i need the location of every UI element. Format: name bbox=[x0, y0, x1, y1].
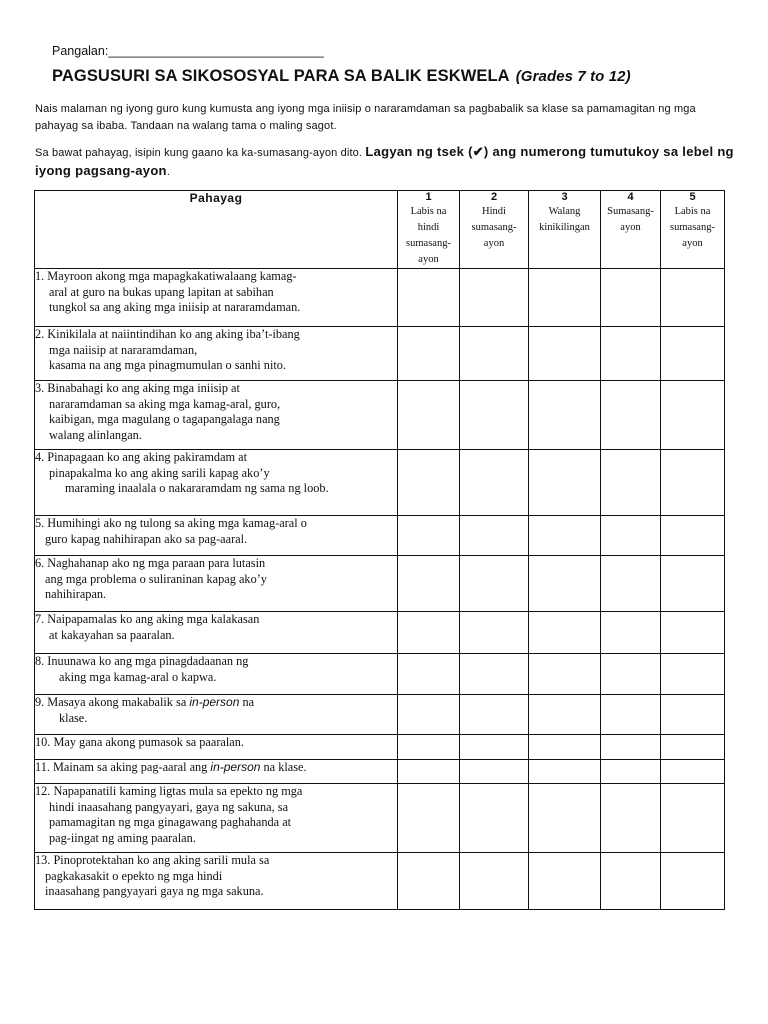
rating-cell-7-2[interactable] bbox=[460, 612, 529, 654]
table-row bbox=[35, 327, 725, 381]
rating-cell-5-5[interactable] bbox=[661, 516, 725, 556]
rating-cell-6-4[interactable] bbox=[601, 556, 661, 612]
statement-10: 10. May gana akong pumasok sa paaralan. bbox=[35, 735, 398, 760]
rating-cell-4-4[interactable] bbox=[601, 450, 661, 516]
table-row bbox=[35, 516, 725, 556]
rating-cell-13-2[interactable] bbox=[460, 853, 529, 910]
intro-paragraph: Nais malaman ng iyong guro kung kumusta ang iyong mga iniisip o nararamdaman sa pagbabalik sa klase sa pamamagitan ng mga pahayag sa ibaba. Tandaan na walang tama o maling sagot. bbox=[35, 103, 696, 132]
rating-cell-10-3[interactable] bbox=[529, 735, 601, 760]
name-field[interactable] bbox=[52, 44, 324, 58]
rating-cell-3-4[interactable] bbox=[601, 381, 661, 450]
rating-cell-11-1[interactable] bbox=[398, 760, 460, 784]
instructions-bold: Lagyan ng tsek (✔) ang numerong tumutukoy sa lebel ng iyong pagsang-ayon bbox=[35, 144, 734, 178]
table-row bbox=[35, 853, 725, 910]
statement-6: 6. Naghahanap ako ng mga paraan para lutasin ang mga problema o suliraninan kapag ako’y nahihirapan. bbox=[35, 556, 398, 612]
table-row bbox=[35, 381, 725, 450]
table-row bbox=[35, 269, 725, 327]
rating-cell-12-5[interactable] bbox=[661, 784, 725, 853]
rating-cell-10-4[interactable] bbox=[601, 735, 661, 760]
grades-label: (Grades 7 to 12) bbox=[515, 68, 631, 85]
rating-cell-8-2[interactable] bbox=[460, 654, 529, 695]
rating-cell-3-5[interactable] bbox=[661, 381, 725, 450]
rating-cell-12-4[interactable] bbox=[601, 784, 661, 853]
statement-7: 7. Naipapamalas ko ang aking mga kalakasan at kakayahan sa paaralan. bbox=[35, 612, 398, 654]
rating-cell-11-5[interactable] bbox=[661, 760, 725, 784]
rating-cell-9-5[interactable] bbox=[661, 695, 725, 735]
rating-cell-6-3[interactable] bbox=[529, 556, 601, 612]
statement-12: 12. Napapanatili kaming ligtas mula sa epekto ng mga hindi inaasahang pangyayari, gaya ng sakuna, sa pamamagitan ng mga ginagawang paghahanda at pag-iingat ng aming paaralan. bbox=[35, 784, 398, 853]
scale-header-3: 3 Walang kinikilingan bbox=[529, 191, 601, 269]
rating-cell-4-3[interactable] bbox=[529, 450, 601, 516]
rating-cell-1-1[interactable] bbox=[398, 269, 460, 327]
statement-column-header: Pahayag bbox=[35, 191, 398, 269]
rating-cell-1-5[interactable] bbox=[661, 269, 725, 327]
rating-cell-11-4[interactable] bbox=[601, 760, 661, 784]
statement-5: 5. Humihingi ako ng tulong sa aking mga kamag-aral o guro kapag nahihirapan ako sa pag-aaral. bbox=[35, 516, 398, 556]
rating-cell-12-3[interactable] bbox=[529, 784, 601, 853]
rating-cell-1-2[interactable] bbox=[460, 269, 529, 327]
rating-cell-8-4[interactable] bbox=[601, 654, 661, 695]
rating-cell-2-5[interactable] bbox=[661, 327, 725, 381]
rating-cell-9-2[interactable] bbox=[460, 695, 529, 735]
scale-header-2: 2 Hindi sumasang- ayon bbox=[460, 191, 529, 269]
scale-header-4: 4 Sumasang- ayon bbox=[601, 191, 661, 269]
rating-cell-1-4[interactable] bbox=[601, 269, 661, 327]
rating-cell-2-4[interactable] bbox=[601, 327, 661, 381]
rating-cell-1-3[interactable] bbox=[529, 269, 601, 327]
rating-cell-6-5[interactable] bbox=[661, 556, 725, 612]
rating-cell-8-5[interactable] bbox=[661, 654, 725, 695]
statement-8: 8. Inuunawa ko ang mga pinagdadaanan ng aking mga kamag-aral o kapwa. bbox=[35, 654, 398, 695]
rating-cell-7-4[interactable] bbox=[601, 612, 661, 654]
statement-2: 2. Kinikilala at naiintindihan ko ang aking iba’t-ibang mga naiisip at nararamdaman, kasama na ang mga pinagmumulan o sanhi nito. bbox=[35, 327, 398, 381]
rating-cell-10-5[interactable] bbox=[661, 735, 725, 760]
rating-cell-3-1[interactable] bbox=[398, 381, 460, 450]
table-row bbox=[35, 450, 725, 516]
statement-13: 13. Pinoprotektahan ko ang aking sarili mula sa pagkakasakit o epekto ng mga hindi inaasahang pangyayari gaya ng mga sakuna. bbox=[35, 853, 398, 910]
rating-cell-7-5[interactable] bbox=[661, 612, 725, 654]
rating-cell-13-3[interactable] bbox=[529, 853, 601, 910]
name-label: Pangalan: bbox=[52, 44, 109, 58]
statement-1: 1. Mayroon akong mga mapagkakatiwalaang kamag- aral at guro na bukas upang lapitan at sabihan tungkol sa ang aking mga iniisip at nararamdaman. bbox=[35, 269, 398, 327]
rating-cell-3-2[interactable] bbox=[460, 381, 529, 450]
rating-cell-2-1[interactable] bbox=[398, 327, 460, 381]
rating-cell-4-5[interactable] bbox=[661, 450, 725, 516]
rating-cell-4-1[interactable] bbox=[398, 450, 460, 516]
rating-cell-13-5[interactable] bbox=[661, 853, 725, 910]
instructions-lead: Sa bawat pahayag, isipin kung gaano ka ka-sumasang-ayon dito. bbox=[35, 147, 363, 159]
rating-cell-5-4[interactable] bbox=[601, 516, 661, 556]
statement-9: 9. Masaya akong makabalik sa in-person na klase. bbox=[35, 695, 398, 735]
page-title bbox=[52, 67, 631, 86]
rating-cell-11-3[interactable] bbox=[529, 760, 601, 784]
statement-4: 4. Pinapagaan ko ang aking pakiramdam at pinapakalma ko ang aking sarili kapag ako’y maraming inaalala o nakararamdam ng sama ng loob. bbox=[35, 450, 398, 516]
rating-cell-8-3[interactable] bbox=[529, 654, 601, 695]
table-row bbox=[35, 735, 725, 760]
rating-cell-12-1[interactable] bbox=[398, 784, 460, 853]
rating-cell-10-2[interactable] bbox=[460, 735, 529, 760]
rating-cell-8-1[interactable] bbox=[398, 654, 460, 695]
table-row bbox=[35, 556, 725, 612]
instructions-end: . bbox=[166, 166, 171, 178]
scale-header-5: 5 Labis na sumasang- ayon bbox=[661, 191, 725, 269]
rating-cell-7-3[interactable] bbox=[529, 612, 601, 654]
rating-cell-10-1[interactable] bbox=[398, 735, 460, 760]
rating-cell-6-1[interactable] bbox=[398, 556, 460, 612]
rating-cell-6-2[interactable] bbox=[460, 556, 529, 612]
instructions-paragraph bbox=[35, 143, 735, 181]
rating-cell-5-1[interactable] bbox=[398, 516, 460, 556]
rating-cell-5-3[interactable] bbox=[529, 516, 601, 556]
rating-cell-7-1[interactable] bbox=[398, 612, 460, 654]
table-row bbox=[35, 612, 725, 654]
table-row bbox=[35, 654, 725, 695]
rating-cell-13-1[interactable] bbox=[398, 853, 460, 910]
statement-3: 3. Binabahagi ko ang aking mga iniisip at nararamdaman sa aking mga kamag-aral, guro, kaibigan, mga magulang o tagapangalaga nang walang alinlangan. bbox=[35, 381, 398, 450]
rating-cell-3-3[interactable] bbox=[529, 381, 601, 450]
statement-11: 11. Mainam sa aking pag-aaral ang in-person na klase. bbox=[35, 760, 398, 784]
rating-cell-2-2[interactable] bbox=[460, 327, 529, 381]
name-blank-line[interactable]: _______________________________ bbox=[108, 44, 324, 58]
rating-cell-2-3[interactable] bbox=[529, 327, 601, 381]
rating-cell-9-3[interactable] bbox=[529, 695, 601, 735]
rating-cell-9-1[interactable] bbox=[398, 695, 460, 735]
table-row bbox=[35, 695, 725, 735]
table-header-row bbox=[35, 191, 725, 269]
scale-header-1: 1 Labis na hindi sumasang- ayon bbox=[398, 191, 460, 269]
table-row bbox=[35, 760, 725, 784]
title-text: PAGSUSURI SA SIKOSOSYAL PARA SA BALIK ESKWELA bbox=[52, 67, 510, 85]
rating-cell-9-4[interactable] bbox=[601, 695, 661, 735]
table-row bbox=[35, 784, 725, 853]
survey-table bbox=[34, 190, 725, 910]
rating-cell-4-2[interactable] bbox=[460, 450, 529, 516]
rating-cell-11-2[interactable] bbox=[460, 760, 529, 784]
rating-cell-12-2[interactable] bbox=[460, 784, 529, 853]
rating-cell-5-2[interactable] bbox=[460, 516, 529, 556]
rating-cell-13-4[interactable] bbox=[601, 853, 661, 910]
